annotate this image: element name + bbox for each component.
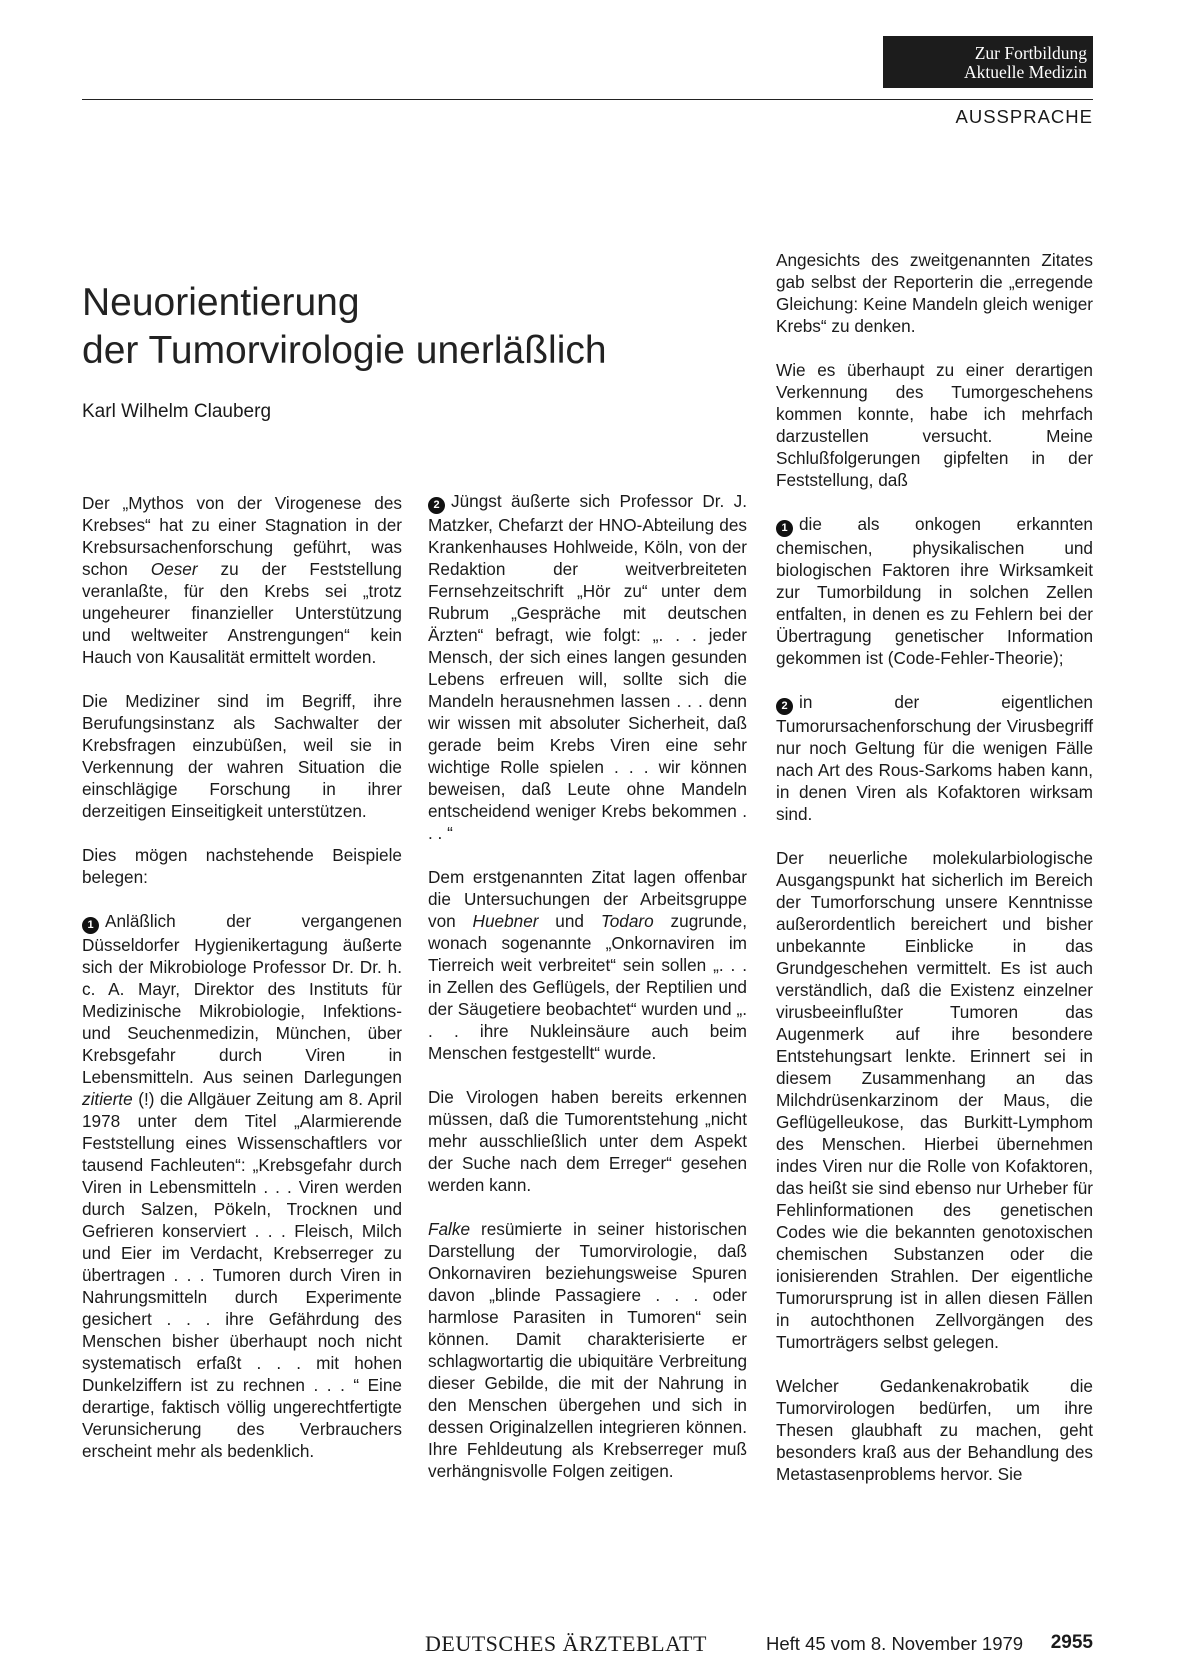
paragraph: Der neuerliche molekularbiologische Ausgangspunkt hat sicherlich im Bereich der Tumorforschung unsere Kenntnisse außerordentlich bereichert und bisher unbekannte Einblicke in das Grundgeschehen vermittelt. Es ist auch verständlich, daß die Existenz einzelner virusbeeinflußter Tumoren das Augenmerk auf ihre besondere Entstehungsart lenkte. Erinnert sei in diesem Zusammenhang an das Milchdrüsenkarzinom der Maus, die Geflügelleukose, das Burkitt-Lymphom des Menschen. Hierbei übernehmen indes Viren nur die Rolle von Kofaktoren, das heißt sie sind ebenso nur Urheber für Fehlinformationen des genetischen Codes wie die bekannten genotoxischen chemischen Substanzen oder die ionisierenden Strahlen. Der eigentliche Tumorursprung ist in allen diesen Fällen in autochthonen Zellvorgängen des Tumorträgers selbst gelegen. — [776, 848, 1093, 1352]
text-column-3 — [776, 249, 1093, 1485]
paragraph: Angesichts des zweitgenannten Zitates gab selbst der Reporterin die „erregende Gleichung: Keine Mandeln gleich weniger Krebs“ zu denken. — [776, 250, 1093, 336]
paragraph: Dem erstgenannten Zitat lagen offenbar die Untersuchungen der Arbeitsgruppe von Huebner und Todaro zugrunde, wonach sogenannte „Onkornaviren im Tierreich weit verbreitet“ sein sollen „. . . in Zellen des Geflügels, der Reptilien und der Säugetiere beobachtet“ wurden und „. . . ihre Nukleinsäure auch beim Menschen festgestellt“ wurde. — [428, 867, 747, 1063]
number-bullet-icon: 2 — [776, 698, 793, 715]
title-line-2: der Tumorvirologie unerläßlich — [82, 329, 607, 373]
number-bullet-icon: 1 — [82, 917, 99, 934]
text-column-2 — [428, 490, 747, 1482]
badge-line-1: Zur Fortbildung — [974, 43, 1087, 63]
paragraph: 2 in der eigentlichen Tumorursachenforschung der Virusbegriff nur noch Geltung für die wenigen Fälle nach Art des Rous-Sarkoms haben kann, in denen Viren als Kofaktoren wirksam sind. — [776, 692, 1093, 824]
paragraph: Falke resümierte in seiner historischen Darstellung der Tumorvirologie, daß Onkornaviren beziehungsweise Spuren davon „blinde Passagiere . . . oder harmlose Parasiten in Tumoren“ sein können. Damit charakterisierte er schlagwortartig die ubiquitäre Verbreitung dieser Gebilde, die mit der Nahrung in den Menschen übergehen und sich in dessen Originalzellen integrieren können. Ihre Fehldeutung als Krebserreger muß verhängnisvolle Folgen zeitigen. — [428, 1219, 747, 1481]
paragraph: Der „Mythos von der Virogenese des Krebses“ hat zu einer Stagnation in der Krebsursachenforschung geführt, was schon Oeser zu der Feststellung veranlaßte, für den Krebs sei „trotz ungeheurer finanzieller Unterstützung und weltweiter Anstrengungen“ kein Hauch von Kausalität ermittelt worden. — [82, 493, 402, 667]
number-bullet-icon: 2 — [428, 497, 445, 514]
title-line-1: Neuorientierung — [82, 281, 360, 325]
page-number: 2955 — [1050, 1632, 1093, 1653]
paragraph: 1 die als onkogen erkannten chemischen, physikalischen und biologischen Faktoren ihre Wirksamkeit zur Tumorbildung in solchen Zellen entfalten, in denen es zu Fehlern bei der Übertragung genetischer Information gekommen ist (Code-Fehler-Theorie); — [776, 514, 1093, 668]
paragraph: Welcher Gedankenakrobatik die Tumorvirologen bedürfen, um ihre Thesen glaubhaft zu machen, geht besonders kraß aus der Behandlung des Metastasenproblems hervor. Sie — [776, 1376, 1093, 1484]
paragraph: Die Virologen haben bereits erkennen müssen, daß die Tumorentstehung „nicht mehr ausschließlich unter dem Aspekt der Suche nach dem Erreger“ gesehen werden kann. — [428, 1087, 747, 1195]
issue-info: Heft 45 vom 8. November 1979 — [766, 1633, 1024, 1654]
paragraph: Dies mögen nachstehende Beispiele belegen: — [82, 845, 402, 887]
number-bullet-icon: 1 — [776, 520, 793, 537]
badge-line-2: Aktuelle Medizin — [964, 62, 1087, 82]
author-name: Karl Wilhelm Clauberg — [82, 401, 272, 422]
paragraph: Wie es überhaupt zu einer derartigen Verkennung des Tumorgeschehens kommen konnte, habe ich mehrfach darzustellen versucht. Meine Schlußfolgerungen gipfelten in der Feststellung, daß — [776, 360, 1093, 490]
page-footer — [82, 1631, 1093, 1657]
journal-name: DEUTSCHES ÄRZTEBLATT — [425, 1631, 707, 1656]
text-column-1 — [82, 492, 402, 1462]
section-label: AUSSPRACHE — [955, 106, 1093, 127]
section-badge — [883, 36, 1093, 88]
article-title — [82, 279, 722, 375]
paragraph: 2 Jüngst äußerte sich Professor Dr. J. Matzker, Chefarzt der HNO-Abteilung des Krankenhauses Hohlweide, Köln, von der Redaktion der weitverbreiteten Fernsehzeitschrift „Hör zu“ unter dem Rubrum „Gespräche mit deutschen Ärzten“ befragt, wie folgt: „. . . jeder Mensch, der sich eines langen gesunden Lebens erfreuen will, sollte sich die Mandeln herausnehmen lassen . . . denn wir wissen mit absoluter Sicherheit, daß gerade beim Krebs Viren eine sehr wichtige Rolle spielen . . . wir können beweisen, daß Leute ohne Mandeln entscheidend weniger Krebs bekommen . . . “ — [428, 491, 747, 843]
paragraph: 1 Anläßlich der vergangenen Düsseldorfer Hygienikertagung äußerte sich der Mikrobiologe Professor Dr. Dr. h. c. A. Mayr, Direktor des Instituts für Medizinische Mikrobiologie, Infektions- und Seuchenmedizin, München, über Krebsgefahr durch Viren in Lebensmitteln. Aus seinen Darlegungen zitierte (!) die Allgäuer Zeitung am 8. April 1978 unter dem Titel „Alarmierende Feststellung eines Wissenschaftlers vor tausend Fachleuten“: „Krebsgefahr durch Viren in Lebensmitteln . . . Viren werden durch Salzen, Pökeln, Trocknen und Gefrieren konserviert . . . Fleisch, Milch und Eier im Verdacht, Krebserreger zu übertragen . . . Tumoren durch Viren in Nahrungsmitteln durch Experimente gesichert . . . ihre Gefährdung des Menschen bisher überhaupt noch nicht systematisch erfaßt . . . mit hohen Dunkelziffern ist zu rechnen . . . “ Eine derartige, faktisch völlig ungerechtfertigte Verunsicherung des Verbrauchers erscheint mehr als bedenklich. — [82, 911, 402, 1461]
header-rule — [82, 99, 1093, 100]
paragraph: Die Mediziner sind im Begriff, ihre Berufungsinstanz als Sachwalter der Krebsfragen einzubüßen, weil sie in Verkennung der wahren Situation die einschlägige Forschung in ihrer derzeitigen Einseitigkeit unterstützen. — [82, 691, 402, 821]
